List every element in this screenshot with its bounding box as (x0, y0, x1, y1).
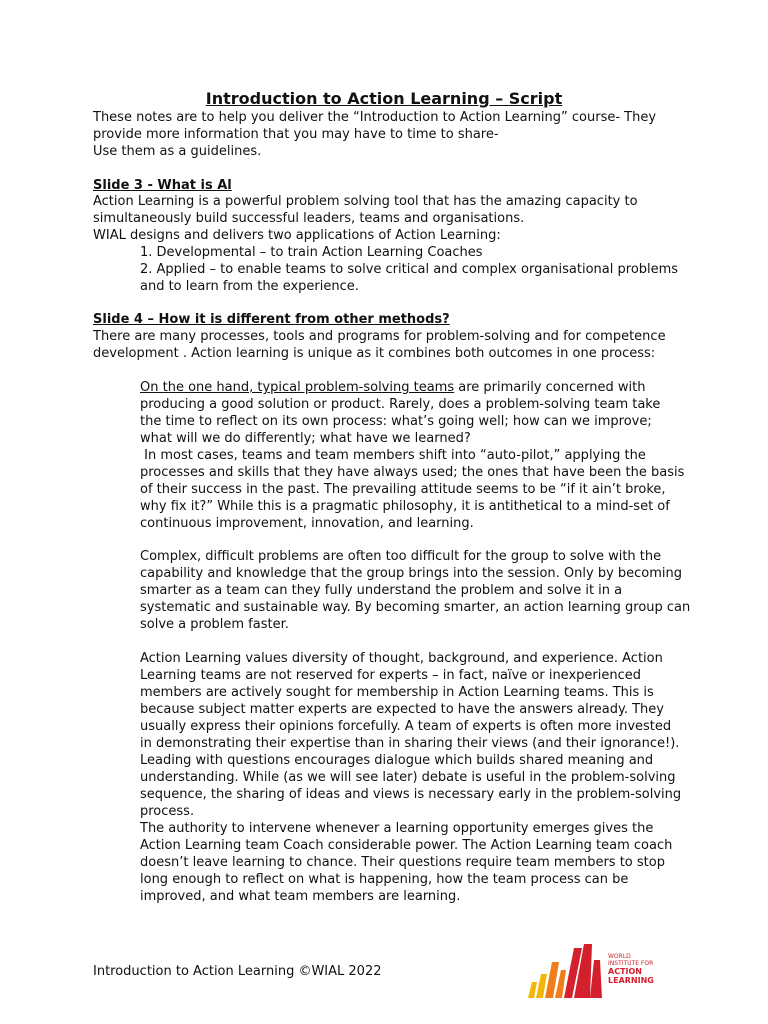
list-item: 1. Developmental – to train Action Learning Coaches (140, 245, 483, 260)
text-line: capability and knowledge that the group brings into the session. Only by becoming (140, 566, 683, 581)
text-line: Action Learning values diversity of thought, background, and experience. Action (140, 651, 663, 666)
text-line: processes and skills that they have always used; the ones that have been the basis (140, 465, 685, 480)
logo-bar-yellow (536, 974, 547, 998)
text-line: Use them as a guidelines. (93, 144, 262, 159)
text-line: producing a good solution or product. Rarely, does a problem-solving team take (140, 397, 661, 412)
text-line: understanding. While (as we will see later) debate is useful in the problem-solving (140, 770, 676, 785)
text-line: the time to reflect on its own process: what’s going well; how can we improve; (140, 414, 652, 429)
logo-wordmark (608, 953, 654, 985)
text-line: There are many processes, tools and programs for problem-solving and for competence (93, 329, 666, 344)
text-line: Complex, difficult problems are often too difficult for the group to solve with the (140, 549, 662, 564)
text-line: Leading with questions encourages dialogue which builds shared meaning and (140, 753, 654, 768)
list-item: 2. Applied – to enable teams to solve critical and complex organisational problems (140, 262, 679, 277)
logo-line: INSTITUTE FOR (608, 960, 654, 967)
text-line: provide more information that you may have to time to share- (93, 127, 499, 142)
document-title: Introduction to Action Learning – Script (205, 89, 563, 108)
list-item: and to learn from the experience. (140, 279, 359, 294)
text-line: doesn’t leave learning to chance. Their questions require team members to stop (140, 855, 665, 870)
text-line: members are actively sought for membership in Action Learning teams. This is (140, 685, 654, 700)
text-line: solve a problem faster. (140, 617, 289, 632)
text-line: what will we do differently; what have we learned? (140, 431, 471, 446)
text-line: because subject matter experts are expected to have the answers already. They (140, 702, 664, 717)
text-line: WIAL designs and delivers two applications of Action Learning: (93, 228, 501, 243)
text-line: usually express their opinions forcefully. A team of experts is often more invested (140, 719, 672, 734)
text-line: continuous improvement, innovation, and learning. (140, 516, 474, 531)
text-line: development . Action learning is unique as it combines both outcomes in one process: (93, 346, 656, 361)
text-run: are primarily concerned with (454, 380, 646, 395)
text-line: Action Learning is a powerful problem solving tool that has the amazing capacity to (93, 194, 638, 209)
text-line: These notes are to help you deliver the “Introduction to Action Learning” course- They (93, 110, 657, 125)
text-line (140, 379, 700, 396)
text-line: Action Learning team Coach considerable power. The Action Learning team coach (140, 838, 673, 853)
logo-line: ACTION (608, 967, 642, 976)
intro-paragraph (93, 109, 693, 160)
text-line: The authority to intervene whenever a learning opportunity emerges gives the (140, 821, 654, 836)
slide3-heading: Slide 3 - What is Al (93, 178, 232, 193)
text-line: Learning teams are not reserved for experts – in fact, naïve or inexperienced (140, 668, 641, 683)
text-line: systematic and sustainable way. By becoming smarter, an action learning group can (140, 600, 691, 615)
slide4-paragraph (93, 328, 693, 362)
diversity-paragraph (140, 650, 700, 905)
text-line: sequence, the sharing of ideas and views is necessary early in the problem-solving (140, 787, 682, 802)
text-line: process. (140, 804, 195, 819)
text-line: of their success in the past. The prevailing attitude seems to be “if it ain’t broke, (140, 482, 666, 497)
text-line: simultaneously build successful leaders, teams and organisations. (93, 211, 525, 226)
text-line: improved, and what team members are learning. (140, 889, 461, 904)
text-line: why fix it?” While this is a pragmatic philosophy, it is antithetical to a mind-set of (140, 499, 670, 514)
logo-line: LEARNING (608, 976, 654, 985)
text-line: in demonstrating their expertise than in sharing their views (and their ignorance!). (140, 736, 680, 751)
text-line: long enough to reflect on what is happening, how the team process can be (140, 872, 629, 887)
text-line: In most cases, teams and team members shift into “auto-pilot,” applying the (140, 448, 646, 463)
text-line: smarter as a team can they fully understand the problem and solve it in a (140, 583, 623, 598)
logo-bar-yellow (528, 982, 537, 998)
slide3-application-list (140, 244, 700, 295)
complex-problems-paragraph (140, 548, 700, 633)
wial-logo-icon (528, 940, 678, 1002)
slide4-heading: Slide 4 – How it is different from other methods? (93, 312, 450, 327)
logo-bar-red (590, 960, 602, 998)
problem-solving-teams-paragraph (140, 379, 700, 532)
underlined-phrase: On the one hand, typical problem-solving teams (140, 380, 455, 395)
slide3-paragraph (93, 193, 693, 244)
logo-line: WORLD (608, 953, 631, 960)
footer-text: Introduction to Action Learning ©WIAL 2022 (93, 964, 382, 979)
